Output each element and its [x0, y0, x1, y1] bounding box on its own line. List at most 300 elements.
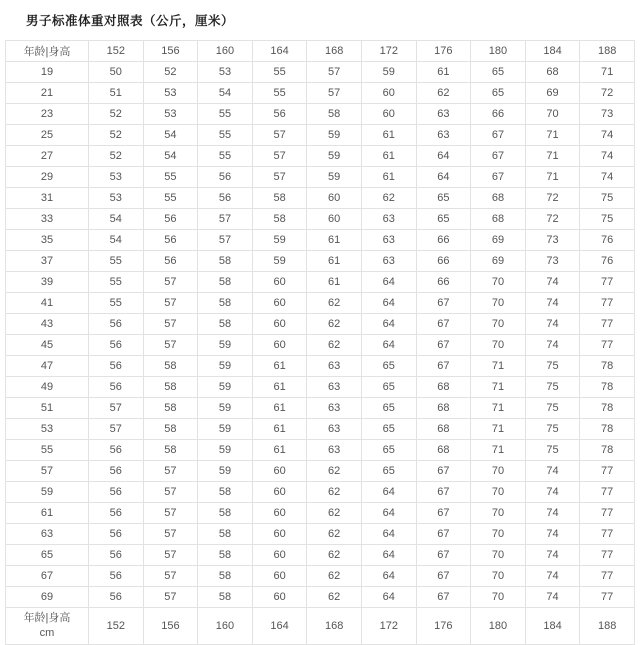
weight-cell: 77 [580, 503, 635, 524]
weight-cell: 73 [525, 251, 580, 272]
weight-cell: 55 [89, 293, 144, 314]
weight-cell: 64 [361, 293, 416, 314]
weight-cell: 57 [143, 272, 198, 293]
weight-cell: 74 [525, 545, 580, 566]
weight-cell: 78 [580, 377, 635, 398]
age-cell: 27 [6, 146, 89, 167]
weight-cell: 71 [471, 356, 526, 377]
weight-cell: 63 [307, 419, 362, 440]
weight-cell: 77 [580, 524, 635, 545]
weight-cell: 59 [198, 377, 253, 398]
weight-cell: 75 [525, 356, 580, 377]
weight-cell: 59 [252, 230, 307, 251]
weight-cell: 62 [307, 461, 362, 482]
weight-cell: 77 [580, 272, 635, 293]
weight-cell: 60 [252, 314, 307, 335]
table-row [6, 83, 635, 104]
weight-cell: 75 [580, 188, 635, 209]
weight-cell: 60 [252, 482, 307, 503]
weight-cell: 55 [143, 188, 198, 209]
weight-cell: 57 [307, 62, 362, 83]
weight-cell: 68 [471, 188, 526, 209]
weight-cell: 58 [143, 440, 198, 461]
weight-cell: 59 [198, 440, 253, 461]
weight-cell: 77 [580, 461, 635, 482]
weight-cell: 57 [143, 566, 198, 587]
weight-cell: 67 [416, 524, 471, 545]
weight-cell: 58 [252, 209, 307, 230]
height-footer-cell: 180 [471, 608, 526, 645]
weight-cell: 57 [143, 503, 198, 524]
weight-cell: 52 [89, 146, 144, 167]
weight-cell: 56 [89, 503, 144, 524]
weight-cell: 70 [471, 503, 526, 524]
age-cell: 39 [6, 272, 89, 293]
weight-cell: 75 [525, 398, 580, 419]
weight-cell: 60 [252, 503, 307, 524]
weight-cell: 62 [307, 587, 362, 608]
table-row [6, 230, 635, 251]
weight-cell: 54 [143, 125, 198, 146]
weight-cell: 52 [89, 104, 144, 125]
weight-cell: 67 [416, 293, 471, 314]
weight-cell: 61 [252, 419, 307, 440]
height-footer-cell: 168 [307, 608, 362, 645]
weight-cell: 59 [198, 461, 253, 482]
weight-cell: 75 [525, 440, 580, 461]
weight-cell: 74 [525, 566, 580, 587]
table-row [6, 587, 635, 608]
table-row [6, 62, 635, 83]
height-footer-cell: 160 [198, 608, 253, 645]
weight-cell: 59 [307, 146, 362, 167]
table-row [6, 566, 635, 587]
height-header-cell: 156 [143, 41, 198, 62]
weight-cell: 71 [471, 440, 526, 461]
weight-cell: 74 [580, 167, 635, 188]
weight-cell: 65 [416, 188, 471, 209]
weight-cell: 77 [580, 566, 635, 587]
weight-cell: 58 [198, 251, 253, 272]
height-header-cell: 172 [361, 41, 416, 62]
weight-cell: 55 [198, 125, 253, 146]
weight-cell: 70 [471, 524, 526, 545]
weight-cell: 56 [89, 566, 144, 587]
weight-cell: 55 [89, 272, 144, 293]
height-header-cell: 152 [89, 41, 144, 62]
table-row [6, 293, 635, 314]
weight-cell: 57 [143, 545, 198, 566]
weight-cell: 56 [89, 440, 144, 461]
weight-cell: 65 [361, 377, 416, 398]
weight-cell: 54 [89, 209, 144, 230]
weight-cell: 59 [252, 251, 307, 272]
weight-cell: 55 [143, 167, 198, 188]
weight-cell: 60 [361, 83, 416, 104]
weight-cell: 57 [198, 230, 253, 251]
weight-cell: 67 [416, 545, 471, 566]
age-cell: 57 [6, 461, 89, 482]
height-footer-cell: 164 [252, 608, 307, 645]
weight-cell: 73 [525, 230, 580, 251]
weight-cell: 62 [416, 83, 471, 104]
weight-cell: 72 [525, 209, 580, 230]
weight-cell: 60 [252, 524, 307, 545]
weight-cell: 67 [471, 167, 526, 188]
weight-cell: 78 [580, 440, 635, 461]
weight-cell: 55 [252, 62, 307, 83]
weight-cell: 63 [307, 440, 362, 461]
weight-cell: 59 [361, 62, 416, 83]
weight-cell: 56 [89, 482, 144, 503]
height-header-cell: 188 [580, 41, 635, 62]
weight-cell: 69 [471, 251, 526, 272]
weight-cell: 77 [580, 335, 635, 356]
weight-cell: 53 [143, 83, 198, 104]
weight-cell: 74 [525, 587, 580, 608]
age-cell: 61 [6, 503, 89, 524]
weight-cell: 58 [198, 482, 253, 503]
weight-cell: 60 [252, 335, 307, 356]
weight-cell: 61 [416, 62, 471, 83]
weight-cell: 59 [198, 335, 253, 356]
weight-cell: 62 [307, 545, 362, 566]
table-row [6, 419, 635, 440]
weight-cell: 57 [89, 398, 144, 419]
weight-cell: 63 [307, 377, 362, 398]
weight-cell: 57 [143, 314, 198, 335]
weight-cell: 70 [471, 545, 526, 566]
weight-cell: 74 [525, 503, 580, 524]
weight-cell: 57 [143, 587, 198, 608]
weight-cell: 65 [361, 440, 416, 461]
weight-cell: 64 [361, 587, 416, 608]
weight-cell: 64 [361, 524, 416, 545]
age-cell: 51 [6, 398, 89, 419]
weight-cell: 62 [307, 524, 362, 545]
weight-cell: 57 [198, 209, 253, 230]
weight-cell: 62 [307, 293, 362, 314]
weight-cell: 57 [143, 335, 198, 356]
table-row [6, 209, 635, 230]
weight-cell: 58 [307, 104, 362, 125]
age-cell: 45 [6, 335, 89, 356]
weight-cell: 67 [471, 146, 526, 167]
table-row [6, 545, 635, 566]
weight-cell: 58 [198, 293, 253, 314]
weight-cell: 61 [307, 272, 362, 293]
weight-cell: 70 [471, 293, 526, 314]
weight-cell: 53 [198, 62, 253, 83]
weight-cell: 60 [252, 566, 307, 587]
weight-cell: 74 [525, 335, 580, 356]
weight-cell: 74 [525, 461, 580, 482]
weight-cell: 56 [198, 188, 253, 209]
age-cell: 21 [6, 83, 89, 104]
weight-cell: 57 [252, 125, 307, 146]
weight-cell: 61 [252, 356, 307, 377]
weight-cell: 67 [416, 566, 471, 587]
weight-cell: 67 [416, 482, 471, 503]
age-cell: 47 [6, 356, 89, 377]
weight-cell: 68 [416, 419, 471, 440]
weight-cell: 56 [89, 587, 144, 608]
weight-cell: 63 [361, 209, 416, 230]
weight-cell: 65 [471, 62, 526, 83]
table-row [6, 503, 635, 524]
age-cell: 53 [6, 419, 89, 440]
weight-cell: 58 [198, 503, 253, 524]
height-header-cell: 164 [252, 41, 307, 62]
weight-cell: 61 [361, 125, 416, 146]
weight-cell: 57 [89, 419, 144, 440]
weight-cell: 52 [89, 125, 144, 146]
weight-cell: 56 [252, 104, 307, 125]
weight-cell: 58 [198, 272, 253, 293]
weight-cell: 78 [580, 398, 635, 419]
weight-cell: 57 [307, 83, 362, 104]
weight-cell: 74 [525, 524, 580, 545]
weight-cell: 60 [307, 209, 362, 230]
weight-cell: 70 [471, 461, 526, 482]
table-row [6, 440, 635, 461]
weight-cell: 64 [361, 566, 416, 587]
weight-cell: 58 [198, 314, 253, 335]
age-cell: 67 [6, 566, 89, 587]
weight-cell: 54 [89, 230, 144, 251]
weight-cell: 77 [580, 293, 635, 314]
weight-cell: 61 [252, 440, 307, 461]
weight-cell: 68 [525, 62, 580, 83]
weight-cell: 63 [307, 356, 362, 377]
height-footer-cell: 152 [89, 608, 144, 645]
weight-cell: 65 [471, 83, 526, 104]
table-row [6, 377, 635, 398]
table-row [6, 398, 635, 419]
age-cell: 43 [6, 314, 89, 335]
weight-cell: 65 [361, 461, 416, 482]
weight-cell: 66 [416, 230, 471, 251]
weight-cell: 59 [198, 356, 253, 377]
weight-cell: 57 [143, 482, 198, 503]
weight-cell: 56 [89, 314, 144, 335]
height-footer-cell: 176 [416, 608, 471, 645]
weight-cell: 59 [307, 125, 362, 146]
weight-cell: 63 [361, 251, 416, 272]
weight-cell: 64 [361, 545, 416, 566]
weight-cell: 58 [198, 587, 253, 608]
weight-cell: 53 [89, 188, 144, 209]
weight-cell: 56 [143, 230, 198, 251]
weight-cell: 74 [525, 293, 580, 314]
weight-cell: 56 [89, 524, 144, 545]
weight-cell: 51 [89, 83, 144, 104]
weight-cell: 57 [143, 461, 198, 482]
age-cell: 31 [6, 188, 89, 209]
weight-cell: 64 [361, 482, 416, 503]
weight-cell: 68 [471, 209, 526, 230]
weight-cell: 56 [143, 251, 198, 272]
weight-cell: 60 [252, 293, 307, 314]
weight-cell: 74 [525, 272, 580, 293]
weight-cell: 57 [252, 167, 307, 188]
weight-cell: 61 [361, 167, 416, 188]
weight-cell: 71 [525, 167, 580, 188]
weight-cell: 56 [198, 167, 253, 188]
weight-cell: 70 [471, 272, 526, 293]
weight-cell: 67 [416, 356, 471, 377]
weight-cell: 60 [252, 461, 307, 482]
age-cell: 19 [6, 62, 89, 83]
weight-cell: 66 [416, 272, 471, 293]
weight-cell: 78 [580, 419, 635, 440]
weight-cell: 70 [471, 314, 526, 335]
weight-cell: 67 [471, 125, 526, 146]
weight-cell: 58 [143, 398, 198, 419]
weight-cell: 55 [198, 146, 253, 167]
weight-cell: 53 [143, 104, 198, 125]
header-row [6, 41, 635, 62]
weight-cell: 64 [361, 272, 416, 293]
weight-cell: 58 [198, 545, 253, 566]
height-header-cell: 184 [525, 41, 580, 62]
weight-cell: 61 [307, 230, 362, 251]
weight-cell: 71 [580, 62, 635, 83]
age-cell: 37 [6, 251, 89, 272]
weight-cell: 65 [361, 398, 416, 419]
weight-cell: 73 [580, 104, 635, 125]
height-footer-cell: 156 [143, 608, 198, 645]
age-cell: 59 [6, 482, 89, 503]
weight-cell: 77 [580, 314, 635, 335]
weight-cell: 72 [580, 83, 635, 104]
weight-cell: 67 [416, 503, 471, 524]
table-row [6, 104, 635, 125]
weight-cell: 58 [143, 419, 198, 440]
weight-cell: 74 [525, 314, 580, 335]
weight-cell: 68 [416, 398, 471, 419]
weight-cell: 70 [525, 104, 580, 125]
weight-cell: 75 [525, 419, 580, 440]
weight-cell: 77 [580, 545, 635, 566]
weight-cell: 55 [198, 104, 253, 125]
weight-cell: 57 [252, 146, 307, 167]
weight-cell: 56 [89, 377, 144, 398]
weight-cell: 68 [416, 440, 471, 461]
height-footer-cell: 188 [580, 608, 635, 645]
weight-cell: 67 [416, 461, 471, 482]
weight-cell: 71 [471, 377, 526, 398]
footer-unit: cm [39, 627, 55, 639]
weight-cell: 58 [252, 188, 307, 209]
weight-cell: 70 [471, 566, 526, 587]
weight-cell: 57 [143, 524, 198, 545]
height-header-cell: 180 [471, 41, 526, 62]
height-header-cell: 160 [198, 41, 253, 62]
weight-cell: 64 [416, 146, 471, 167]
weight-cell: 59 [198, 398, 253, 419]
weight-cell: 57 [143, 293, 198, 314]
weight-cell: 71 [471, 398, 526, 419]
weight-cell: 77 [580, 587, 635, 608]
age-cell: 63 [6, 524, 89, 545]
table-row [6, 356, 635, 377]
age-cell: 55 [6, 440, 89, 461]
weight-cell: 72 [525, 188, 580, 209]
footer-row [6, 608, 635, 645]
weight-cell: 52 [143, 62, 198, 83]
weight-cell: 65 [416, 209, 471, 230]
height-header-cell: 168 [307, 41, 362, 62]
weight-cell: 66 [471, 104, 526, 125]
weight-cell: 61 [307, 251, 362, 272]
weight-cell: 64 [416, 167, 471, 188]
age-cell: 23 [6, 104, 89, 125]
table-row [6, 188, 635, 209]
weight-cell: 71 [525, 146, 580, 167]
weight-cell: 58 [143, 377, 198, 398]
age-cell: 41 [6, 293, 89, 314]
weight-cell: 56 [89, 461, 144, 482]
footer-label-cell [6, 608, 89, 645]
weight-cell: 59 [307, 167, 362, 188]
weight-cell: 63 [361, 230, 416, 251]
weight-cell: 71 [471, 419, 526, 440]
height-header-cell: 176 [416, 41, 471, 62]
table-row [6, 125, 635, 146]
weight-cell: 62 [307, 503, 362, 524]
weight-cell: 59 [198, 419, 253, 440]
weight-cell: 55 [89, 251, 144, 272]
weight-cell: 70 [471, 587, 526, 608]
weight-cell: 55 [252, 83, 307, 104]
age-cell: 25 [6, 125, 89, 146]
age-cell: 65 [6, 545, 89, 566]
weight-cell: 66 [416, 251, 471, 272]
weight-cell: 63 [416, 125, 471, 146]
age-cell: 33 [6, 209, 89, 230]
table-row [6, 482, 635, 503]
weight-cell: 69 [525, 83, 580, 104]
weight-cell: 63 [307, 398, 362, 419]
weight-cell: 50 [89, 62, 144, 83]
weight-cell: 64 [361, 335, 416, 356]
weight-cell: 56 [89, 356, 144, 377]
table-body [6, 41, 635, 645]
weight-cell: 74 [580, 146, 635, 167]
weight-cell: 60 [252, 545, 307, 566]
weight-cell: 54 [198, 83, 253, 104]
weight-cell: 58 [198, 566, 253, 587]
weight-cell: 67 [416, 314, 471, 335]
weight-cell: 74 [580, 125, 635, 146]
table-row [6, 167, 635, 188]
weight-cell: 64 [361, 503, 416, 524]
table-row [6, 146, 635, 167]
age-cell: 69 [6, 587, 89, 608]
weight-cell: 75 [580, 209, 635, 230]
weight-cell: 68 [416, 377, 471, 398]
weight-cell: 58 [198, 524, 253, 545]
weight-cell: 56 [89, 335, 144, 356]
weight-cell: 76 [580, 230, 635, 251]
weight-cell: 61 [361, 146, 416, 167]
page-title: 男子标准体重对照表（公斤，厘米） [26, 13, 235, 28]
weight-cell: 74 [525, 482, 580, 503]
weight-cell: 62 [307, 335, 362, 356]
age-cell: 49 [6, 377, 89, 398]
weight-cell: 60 [252, 272, 307, 293]
